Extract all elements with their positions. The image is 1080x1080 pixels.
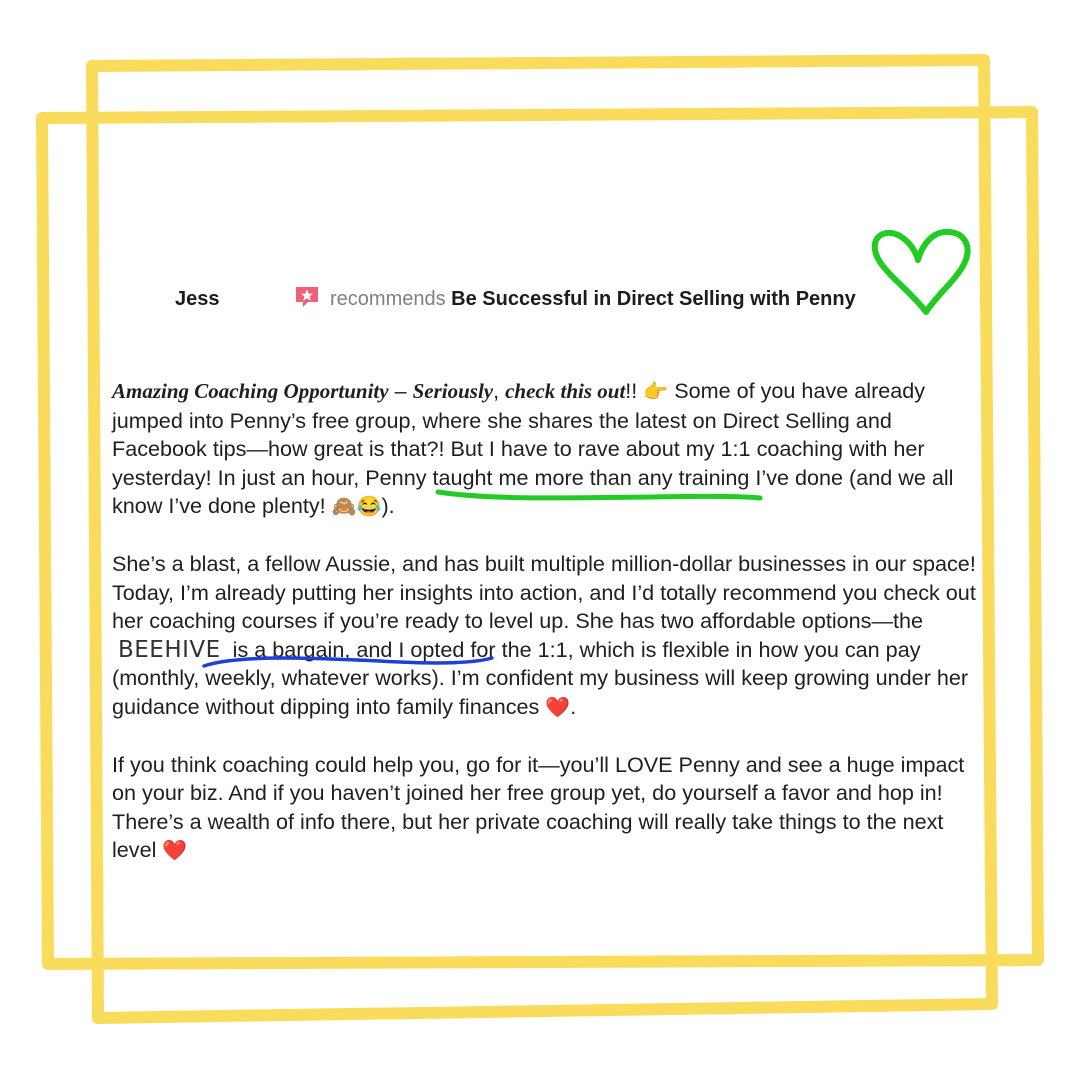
review-title-part-1: Amazing Coaching Opportunity xyxy=(112,379,389,403)
recommendation-line xyxy=(330,288,856,311)
beehive-label: BEEHIVE xyxy=(118,636,221,663)
laughing-icon: 😂 xyxy=(356,496,382,518)
review-body xyxy=(112,377,982,894)
red-heart-icon: ❤️ xyxy=(545,696,571,719)
review-title-comma: , xyxy=(493,378,506,403)
review-paragraph-3 xyxy=(112,751,982,866)
review-title-part-3: check this out xyxy=(505,379,626,403)
recommends-label: recommends xyxy=(330,288,446,310)
review-title-part-2: Seriously xyxy=(412,379,494,403)
author-name[interactable]: Jess xyxy=(175,288,220,310)
red-heart-icon: ❤️ xyxy=(162,840,188,862)
point-right-icon: 👉 xyxy=(643,381,669,403)
review-text-3: If you think coaching could help you, go for it—you’ll LOVE Penny and see a huge impact on your biz. And if you haven’t joined her free group yet, do yourself a favor and hop in! There’s a wealth of info there, but her private coaching will really take things to the next level xyxy=(112,751,965,862)
monkey-icon: 🙈 xyxy=(331,496,357,518)
review-text-2-end: . xyxy=(570,693,577,719)
review-title-dash: – xyxy=(388,378,413,403)
page-name-link[interactable]: Be Successful in Direct Selling with Penny xyxy=(451,288,856,310)
review-text-2a: She’s a blast, a fellow Aussie, and has built multiple million-dollar businesses in our space! Today, I’m already putting her insights into action, and I’d totally recommend you check out her coaching courses if you’re ready to level up. She has two affordable options—the xyxy=(112,551,976,633)
review-paragraph-2 xyxy=(112,550,982,722)
review-text-1: Some of you have already jumped into Penny’s free group, where she shares the latest on Direct Selling and Facebook tips—how great is that?! But I have to rave about my 1:1 coaching with her yesterday! In just an hour, Penny taught me more than any training I’ve done (and we all know I’ve done plenty! xyxy=(112,378,954,518)
green-heart-doodle xyxy=(870,226,974,318)
review-text-1-end: ). xyxy=(381,493,395,518)
review-title-exclaim: !! xyxy=(625,378,644,403)
review-text-2b: is a bargain, and I opted for the 1:1, which is flexible in how you can pay (monthly, weekly, whatever works). I’m confident my business will keep growing under her guidance without dipping into family finances xyxy=(112,636,969,719)
green-underline-doodle xyxy=(430,484,770,508)
blue-underline-doodle xyxy=(200,650,500,674)
recommend-star-icon xyxy=(294,285,320,309)
